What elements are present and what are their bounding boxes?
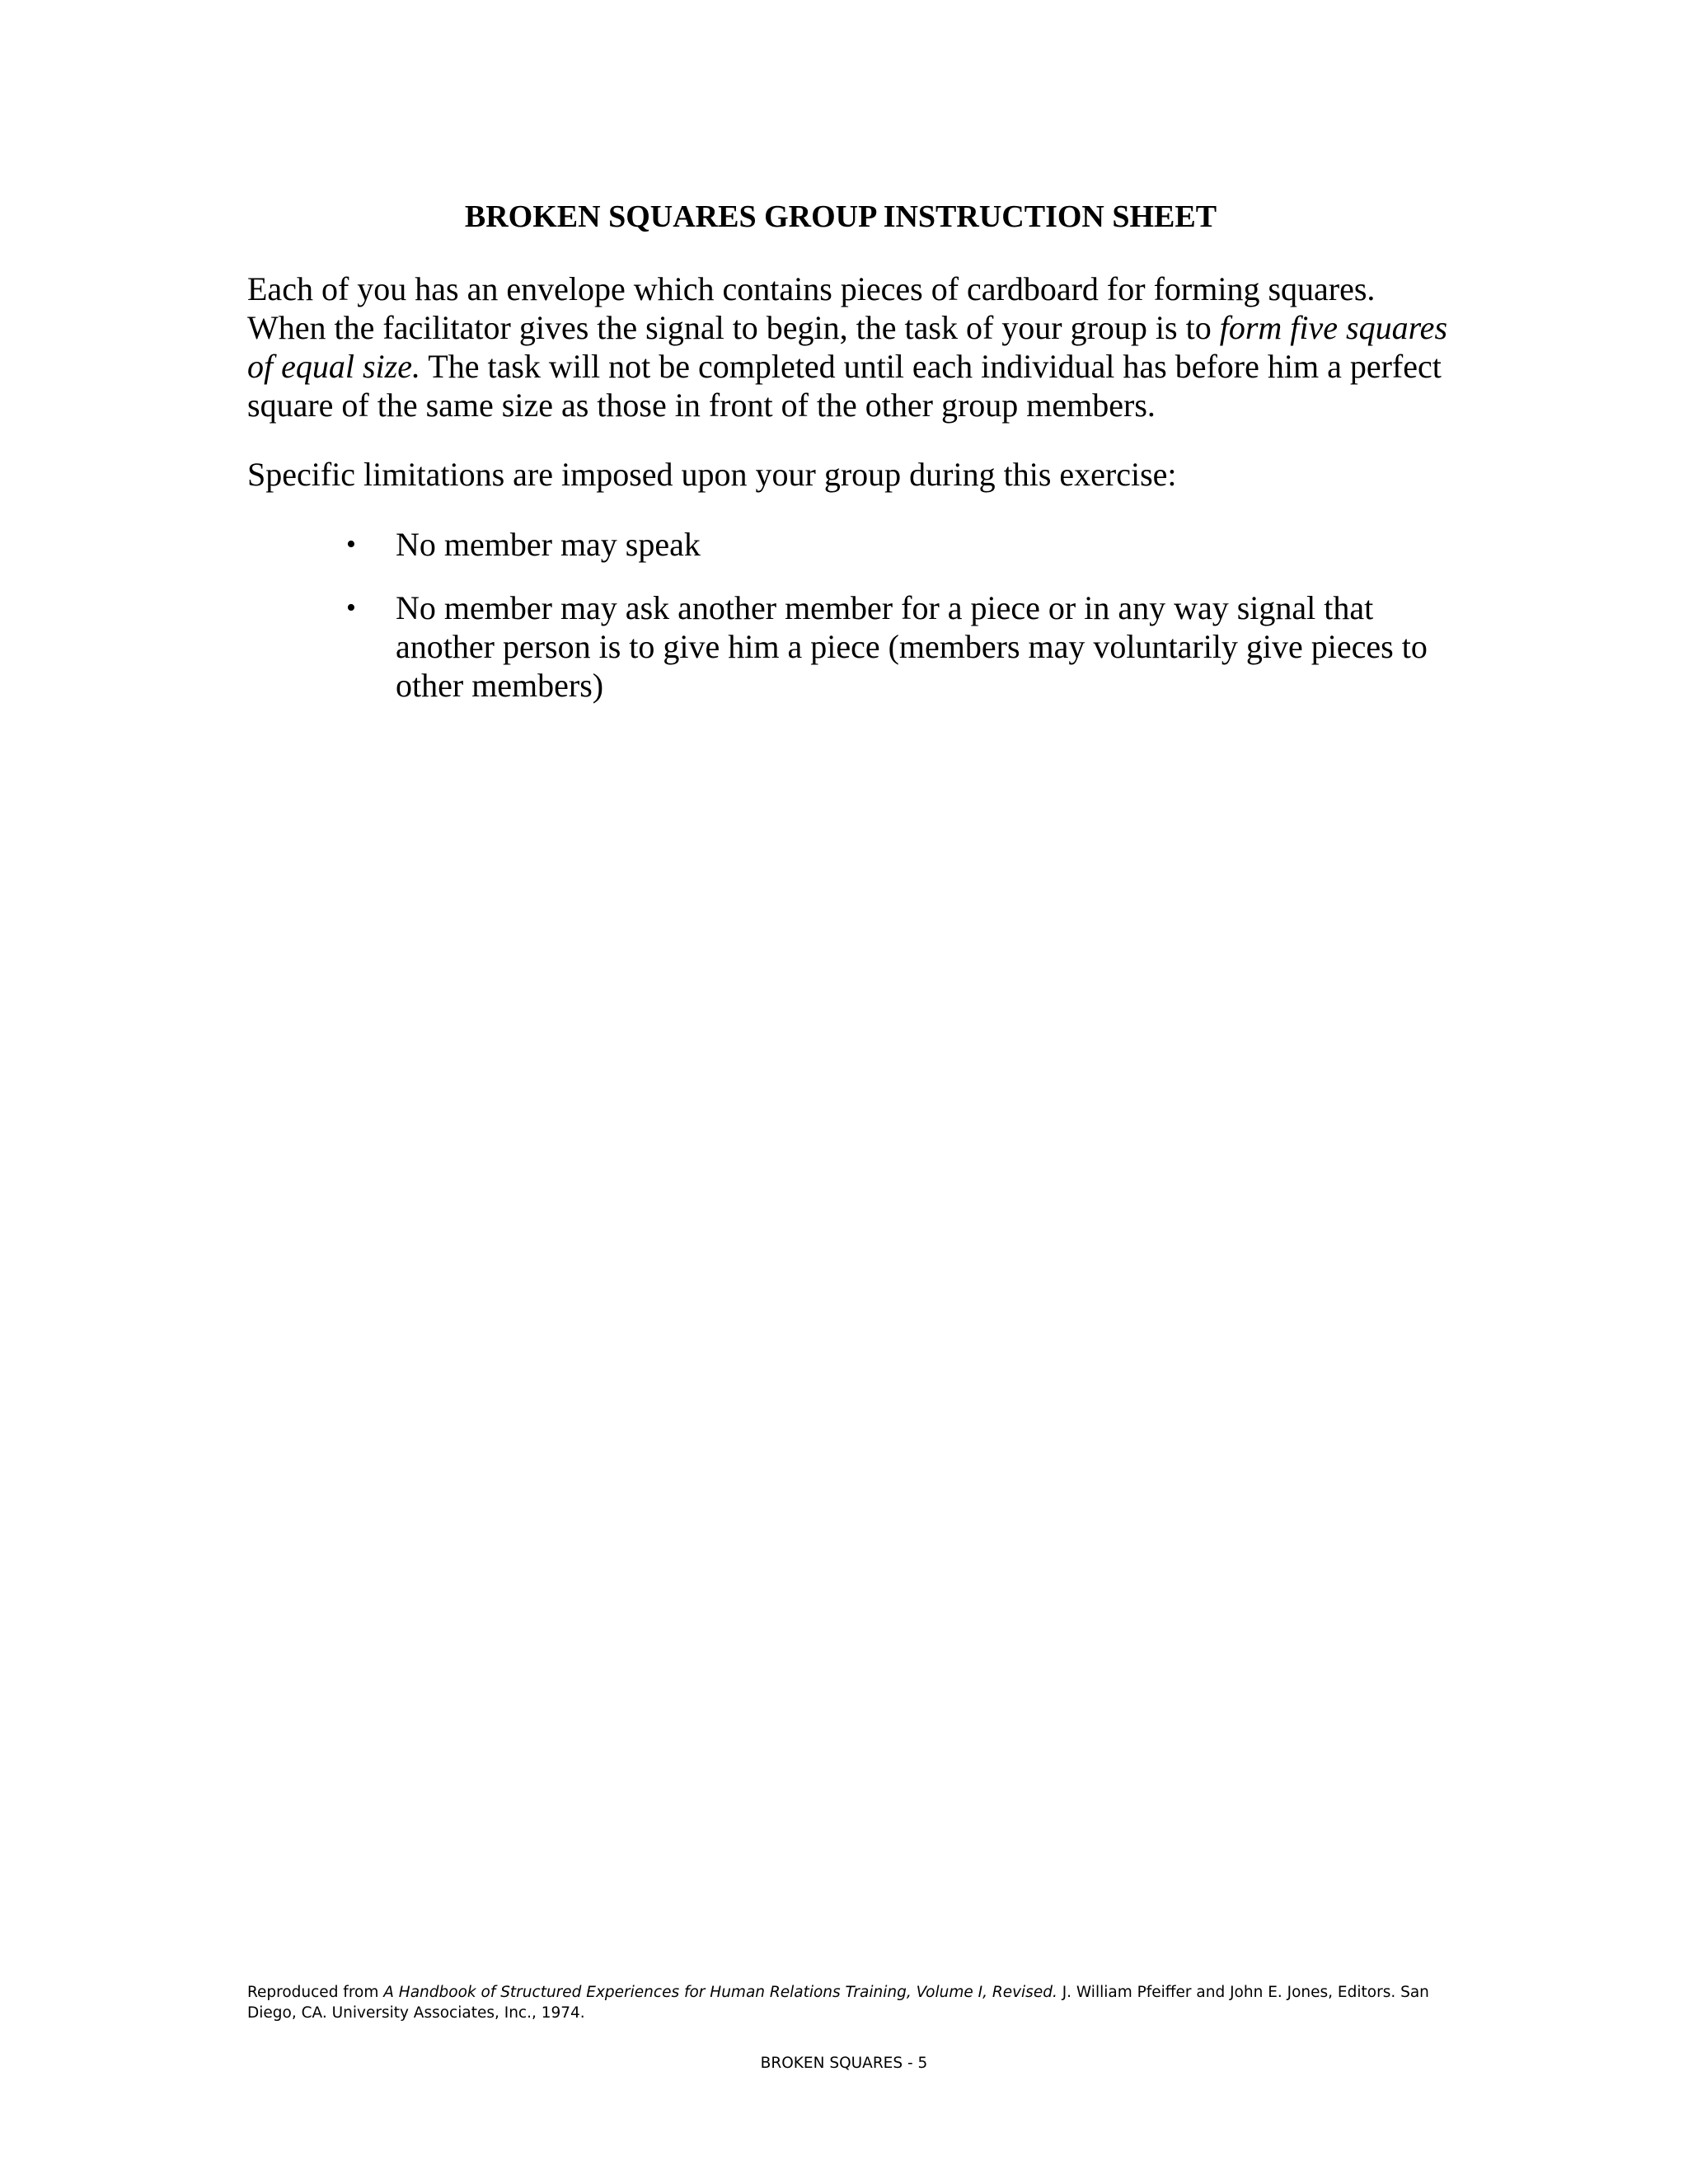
citation-suffix: J. William Pfeiffer and John E. Jones, Editors. San Diego, CA. University Associates, Inc., 1974. bbox=[247, 1984, 1429, 2022]
sheet-title: BROKEN SQUARES GROUP INSTRUCTION SHEET bbox=[464, 199, 1217, 234]
citation-footnote bbox=[247, 1982, 1451, 2023]
citation-book-title: A Handbook of Structured Experiences for Human Relations Training, Volume I, Revised. bbox=[383, 1984, 1057, 2001]
page-number: BROKEN SQUARES - 5 bbox=[760, 2055, 928, 2072]
list-item-text: No member may speak bbox=[396, 526, 701, 563]
list-item bbox=[247, 588, 1451, 705]
limitations-intro: Specific limitations are imposed upon your group during this exercise: bbox=[247, 456, 1177, 493]
intro-emphasis: form five squares of equal size. bbox=[247, 309, 1448, 385]
bullet-icon: • bbox=[346, 593, 356, 623]
list-item-text: No member may ask another member for a piece or in any way signal that another person is to give him a piece (members may voluntarily give pieces to other members) bbox=[396, 589, 1428, 704]
citation-prefix: Reproduced from bbox=[247, 1984, 384, 2001]
list-item bbox=[247, 525, 1451, 564]
limitations-list bbox=[247, 525, 1451, 729]
intro-paragraph bbox=[247, 269, 1451, 424]
intro-text-end: The task will not be completed until each individual has before him a perfect square of the same size as those in front of the other group members. bbox=[247, 348, 1442, 424]
bullet-icon: • bbox=[346, 529, 356, 560]
intro-text-start: Each of you has an envelope which contains pieces of cardboard for forming squares. When the facilitator gives the signal to begin, the task of your group is to bbox=[247, 270, 1376, 346]
